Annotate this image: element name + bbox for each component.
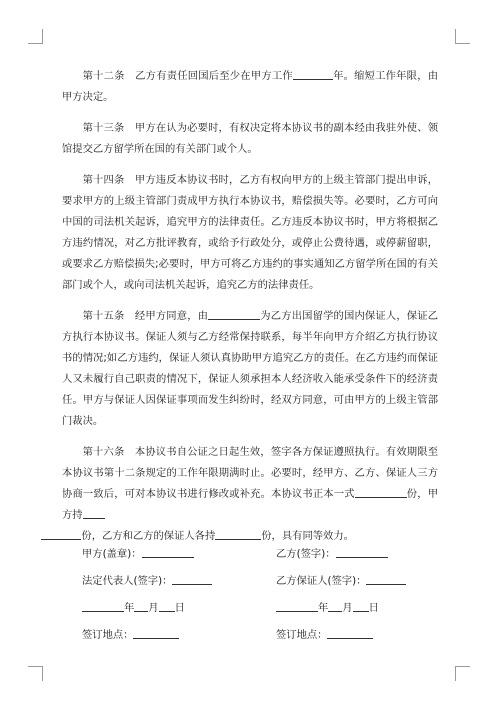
legal-rep-sign-field[interactable] <box>172 573 212 585</box>
blank-copies-party-a-cont[interactable] <box>41 528 81 540</box>
blank-work-years[interactable] <box>293 68 333 80</box>
party-b-sign-field[interactable] <box>336 546 388 558</box>
blank-guarantor-name[interactable] <box>208 308 260 320</box>
article-16-text-b: 份，甲方持 <box>62 488 439 521</box>
article-15-text-b: 为乙方出国留学的国内保证人，保证乙方执行本协议书。保证人须与乙方经常保持联系，每半年向甲方介绍乙方执行协议书的情况;如乙方违约，保证人须认真协助甲方追究乙方的责任。在乙方违约而保证人又未履行自己职责的情况下，保证人须承担本人经济收入能承受条件下的经济责任。甲方与保证人因保证事项而发生纠纷时，经双方同意，可由甲方的上级主管部门裁决。 <box>62 310 438 427</box>
place-b-field[interactable] <box>327 627 373 639</box>
date-b-day-field[interactable] <box>353 600 369 612</box>
party-b-label: 乙方(签字)： <box>276 548 336 560</box>
article-12-text-b: 年。缩短工作年限，由甲方决定。 <box>62 70 439 103</box>
place-b-label: 签订地点： <box>276 629 328 641</box>
article-13: 第十三条 甲方在认为必要时，有权决定将本协议书的副本经由我驻外使、领馆提交乙方留学所在国的有关部门或个人。 <box>62 122 438 155</box>
article-16 <box>62 442 438 547</box>
date-a-day-field[interactable] <box>159 600 175 612</box>
date-party-b <box>276 600 379 616</box>
blank-copies-total[interactable] <box>355 486 407 498</box>
party-a-seal <box>82 546 194 562</box>
place-party-b <box>276 627 373 643</box>
article-16-text-a: 第十六条 本协议书自公证之日起生效，签字各方保证遵照执行。有效期限至本协议书第十二条规定的工作年限期满时止。必要时，经甲方、乙方、保证人三方协商一致后，可对本协议书进行修改或补充。本协议书正本一式 <box>62 446 438 500</box>
guarantor-sign <box>276 573 406 589</box>
guarantor-sign-field[interactable] <box>366 573 406 585</box>
crop-mark-bottom-left <box>28 666 43 681</box>
place-a-field[interactable] <box>133 627 179 639</box>
article-15-text-a: 第十五条 经甲方同意，由 <box>82 310 209 322</box>
date-a-month-field[interactable] <box>134 600 148 612</box>
article-12-text-a: 第十二条 乙方有责任回国后至少在甲方工作 <box>82 70 293 82</box>
crop-mark-top-left <box>28 29 43 44</box>
date-party-a <box>82 600 185 616</box>
guarantor-label: 乙方保证人(签字)： <box>276 575 367 587</box>
date-b-month-label: 月 <box>342 602 353 614</box>
party-a-seal-field[interactable] <box>142 546 194 558</box>
date-a-day-label: 日 <box>174 602 185 614</box>
article-16-text-d: 份，具有同等效力。 <box>261 530 354 542</box>
date-a-year-label: 年 <box>124 602 135 614</box>
legal-rep-sign <box>82 573 212 589</box>
date-b-day-label: 日 <box>368 602 379 614</box>
date-a-year-field[interactable] <box>82 600 124 612</box>
article-15 <box>62 306 438 432</box>
party-b-sign <box>276 546 388 562</box>
article-12 <box>62 66 438 108</box>
blank-copies-party-a[interactable] <box>83 507 105 519</box>
blank-copies-party-b[interactable] <box>215 528 261 540</box>
party-a-label: 甲方(盖章)： <box>82 548 142 560</box>
document-body <box>62 66 439 641</box>
date-b-year-label: 年 <box>318 602 329 614</box>
place-a-label: 签订地点： <box>82 629 134 641</box>
date-b-year-field[interactable] <box>276 600 318 612</box>
place-party-a <box>82 627 179 643</box>
date-b-month-field[interactable] <box>328 600 342 612</box>
crop-mark-bottom-right <box>455 666 470 681</box>
article-14: 第十四条 甲方违反本协议书时，乙方有权向甲方的上级主管部门提出申诉，要求甲方的上级主管部门责成甲方执行本协议书，赔偿损失等。必要时，乙方可向中国的司法机关起诉，追究甲方的法律责任。乙方违反本协议书时，甲方将根据乙方违约情况，对乙方批评教育，或给予行政处分，或停止公费待遇，或停薪留职，或要求乙方赔偿损失;必要时，甲方可将乙方违约的事实通知乙方留学所在国的有关部门或个人，或向司法机关起诉，追究乙方的法律责任。 <box>62 174 438 291</box>
crop-mark-top-right <box>455 29 470 44</box>
legal-rep-label: 法定代表人(签字)： <box>82 575 173 587</box>
article-16-text-c: 份，乙方和乙方的保证人各持 <box>81 530 216 542</box>
date-a-month-label: 月 <box>148 602 159 614</box>
